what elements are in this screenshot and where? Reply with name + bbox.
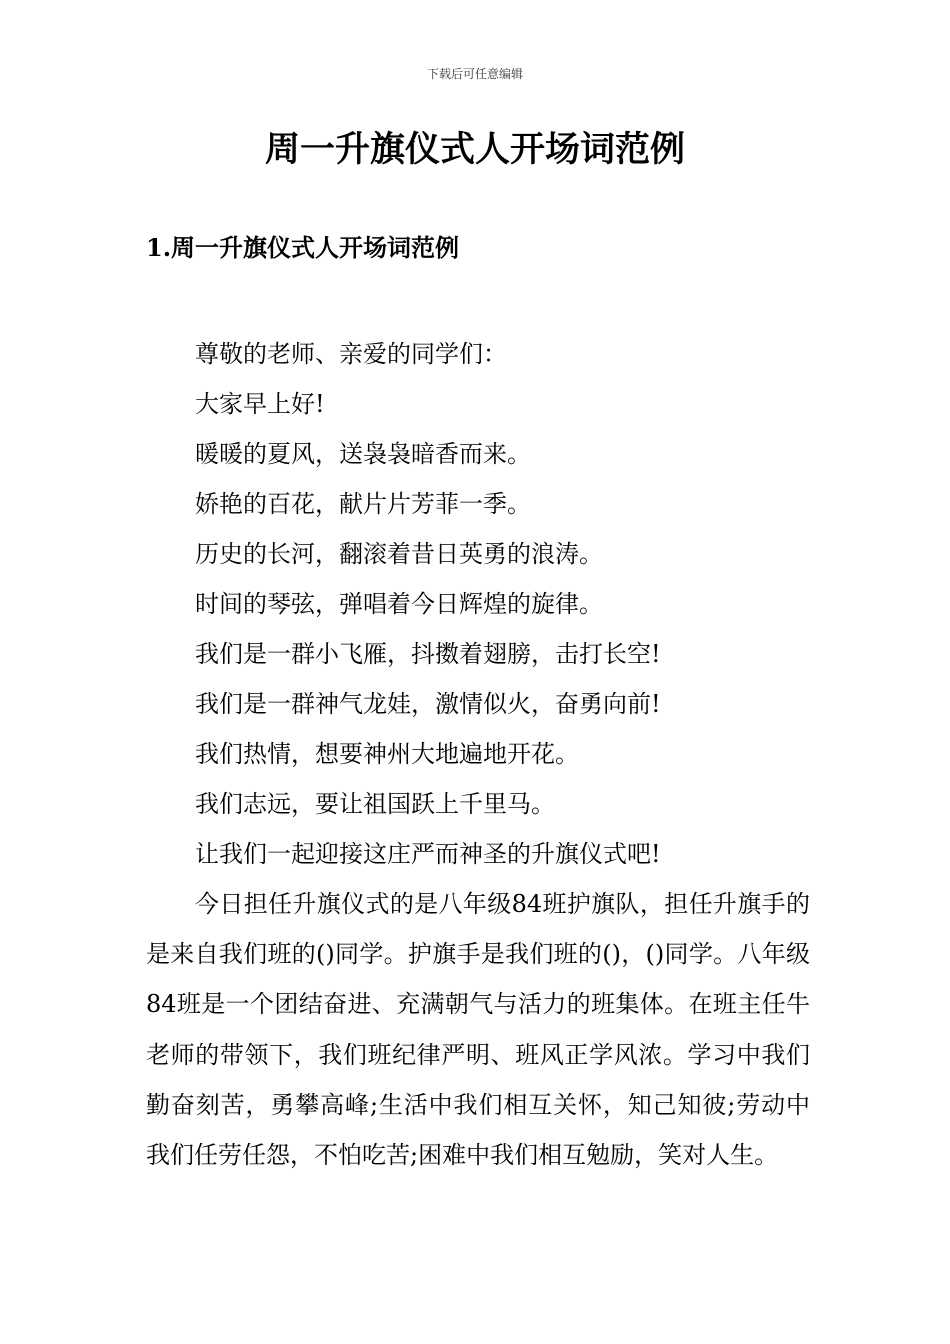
body-line: 娇艳的百花，献片片芳菲一季。: [195, 490, 531, 518]
body-paragraph: 今日担任升旗仪式的是八年级84班护旗队，担任升旗手的是来自我们班的()同学。护旗手是我们班的()，()同学。八年级84班是一个团结奋进、充满朝气与活力的班集体。在班主任牛老师的带领下，我们班纪律严明、班风正学风浓。学习中我们勤奋刻苦，勇攀高峰;生活中我们相互关怀，知己知彼;劳动中我们任劳任怨，不怕吃苦;困难中我们相互勉励，笑对人生。: [146, 890, 810, 1170]
document-title: 周一升旗仪式人开场词范例: [264, 130, 685, 170]
header-note: 下载后可任意编辑: [426, 67, 523, 81]
section-heading: 1.周一升旗仪式人开场词范例: [146, 233, 460, 262]
body-line: 时间的琴弦，弹唱着今日辉煌的旋律。: [195, 590, 603, 618]
greeting-line: 尊敬的老师、亲爱的同学们：: [195, 340, 507, 368]
body-line: 我们是一群神气龙娃，激情似火，奋勇向前!: [195, 690, 661, 718]
body-line: 我们志远，要让祖国跃上千里马。: [195, 790, 555, 818]
body-line: 让我们一起迎接这庄严而神圣的升旗仪式吧!: [195, 840, 661, 868]
body-line: 我们热情，想要神州大地遍地开花。: [195, 740, 579, 768]
document-body: [146, 329, 810, 1180]
body-line: 大家早上好!: [195, 390, 325, 418]
body-line: 历史的长河，翻滚着昔日英勇的浪涛。: [195, 540, 603, 568]
body-line: 暖暖的夏风，送袅袅暗香而来。: [195, 440, 531, 468]
body-line: 我们是一群小飞雁，抖擞着翅膀，击打长空!: [195, 640, 661, 668]
